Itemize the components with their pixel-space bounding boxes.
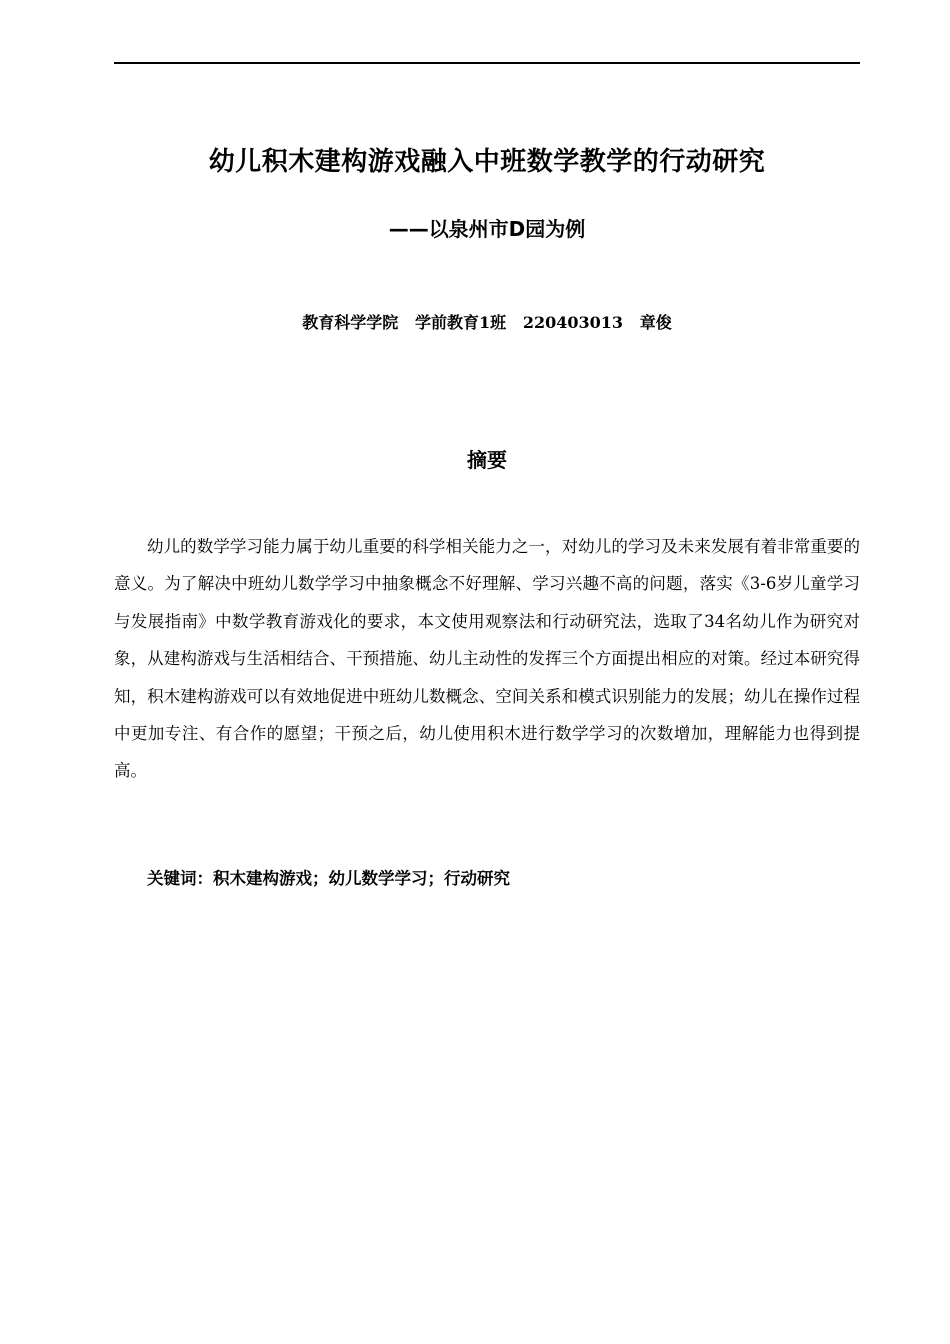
abstract-heading: 摘要 (467, 448, 507, 472)
keywords-line: 关键词：积木建构游戏；幼儿数学学习；行动研究 (147, 869, 510, 888)
abstract-body: 幼儿的数学学习能力属于幼儿重要的科学相关能力之一，对幼儿的学习及未来发展有着非常重要的意义。为了解决中班幼儿数学学习中抽象概念不好理解、学习兴趣不高的问题，落实《3-6岁儿童学习与发展指南》中数学教育游戏化的要求，本文使用观察法和行动研究法，选取了34名幼儿作为研究对象，从建构游戏与生活相结合、干预措施、幼儿主动性的发挥三个方面提出相应的对策。经过本研究得知，积木建构游戏可以有效地促进中班幼儿数概念、空间关系和模式识别能力的发展；幼儿在操作过程中更加专注、有合作的愿望；干预之后，幼儿使用积木进行数学学习的次数增加，理解能力也得到提高。 (114, 537, 860, 781)
paper-subtitle: ——以泉州市D园为例 (388, 217, 586, 241)
paper-title: 幼儿积木建构游戏融入中班数学教学的行动研究 (208, 147, 766, 177)
header-rule (114, 62, 860, 64)
author-line: 教育科学学院 学前教育1班 220403013 章俊 (302, 313, 672, 332)
